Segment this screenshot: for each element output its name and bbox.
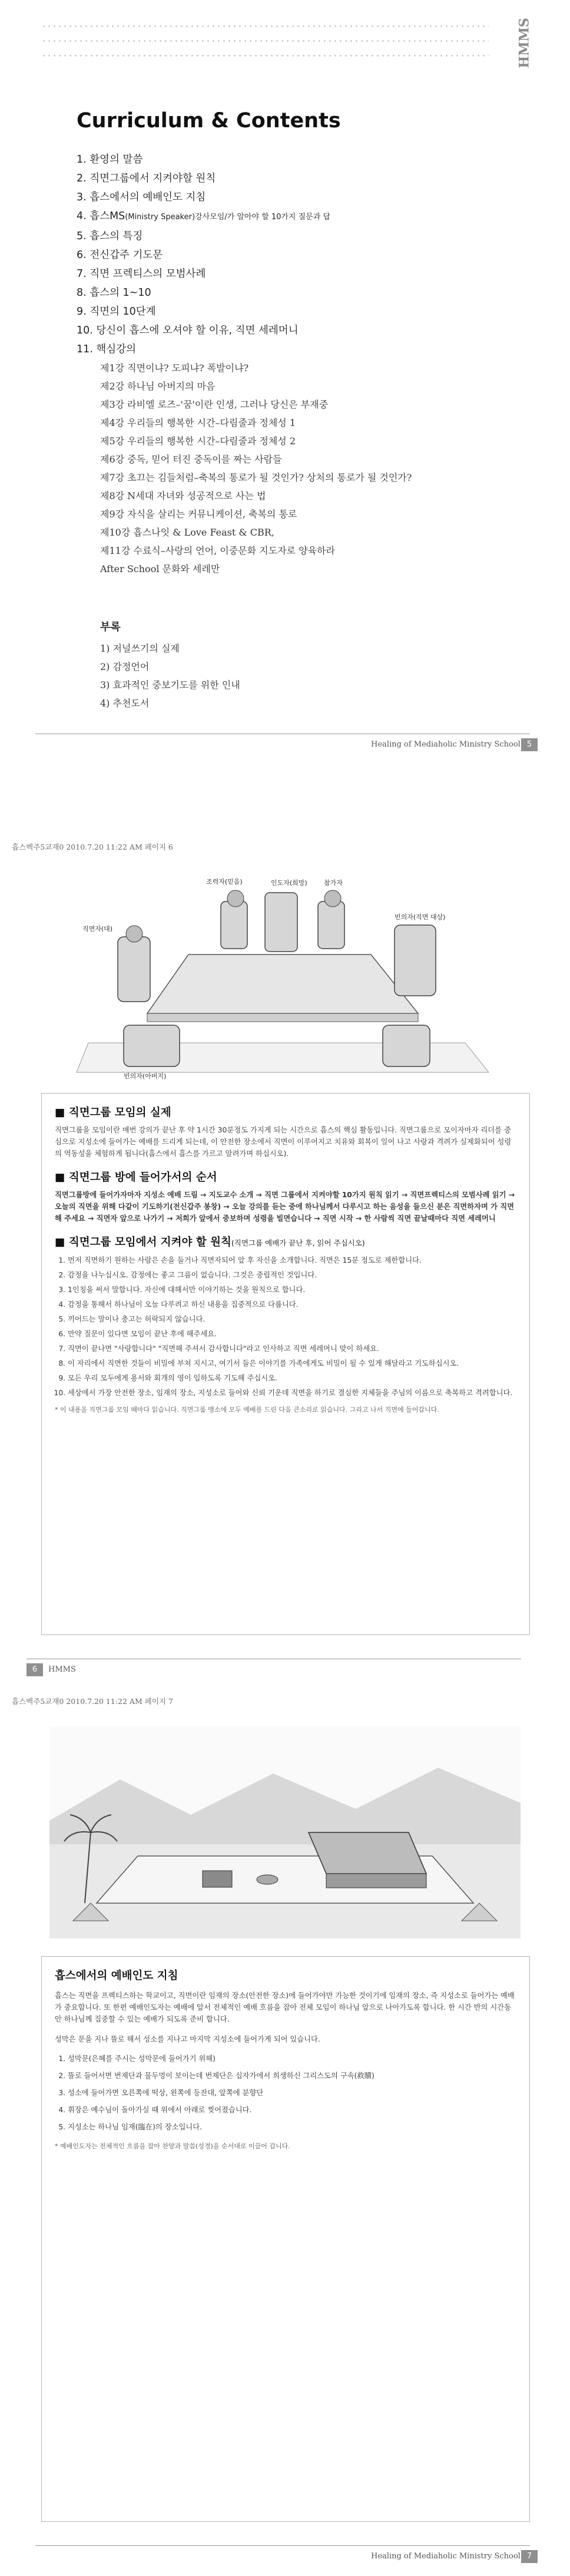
lecture-item[interactable]: 제11강 수료식–사랑의 언어, 이중문화 지도자로 양육하라: [100, 545, 335, 556]
toc-item[interactable]: 6. 전신갑주 기도문: [77, 249, 163, 261]
lecture-item[interactable]: 제9강 자식을 살리는 커뮤니케이션, 축복의 통로: [100, 508, 297, 520]
lecture-item[interactable]: 제3강 라비엘 로즈–'꿈'이란 인생, 그러나 당신은 부재중: [100, 399, 329, 410]
toc-item-suffix: (Ministry Speaker)강사모임/가 알아야 할 10가지 질문과 답: [125, 213, 330, 222]
appendix-item[interactable]: 2) 감정언어: [100, 661, 150, 672]
page-number: 6: [26, 1663, 43, 1676]
print-slug: 흡스벡주5교재0 2010.7.20 11:22 AM 페이지 6: [12, 843, 173, 851]
rule-item: 3. 1인칭을 써서 말합니다. 자신에 대해서만 이야기하는 것을 원칙으로 합니다.: [68, 1284, 516, 1296]
rule-item: 6. 만약 질문이 있다면 모임이 끝난 후에 해주세요.: [68, 1329, 516, 1340]
steps-list: [55, 2053, 516, 2133]
toc-item[interactable]: 5. 흡스의 특징: [77, 230, 143, 242]
group-seating-illustration: [65, 866, 501, 1084]
rule-item: 1. 먼저 직면하기 원하는 사람은 손을 들거나 직면자되어 앞 후 자신을 소개합니다. 직면은 15분 정도로 제한합니다.: [68, 1255, 516, 1266]
rule-item: 2. 감정을 나누십시오. 감정에는 좋고 그름이 없습니다. 그것은 중립적인 것입니다.: [68, 1270, 516, 1281]
box-heading: ■ 직면그룹 모임에서 지켜야 할 원칙(직면그룹 예배가 끝난 후, 읽어 주십시오): [55, 1236, 365, 1249]
decorative-dot-pattern: [41, 24, 489, 31]
rule-item: 9. 모든 우리 모두에게 용서와 회개의 영이 임하도록 기도해 주십시오.: [68, 1373, 516, 1384]
page-7: [0, 1709, 570, 2576]
box-heading: ■ 직면그룹 모임의 실제: [55, 1107, 171, 1119]
label-left-top: 조력자(믿음): [206, 878, 243, 886]
appendix-item[interactable]: 4) 추천도서: [100, 698, 150, 709]
heading-marker-icon: ■: [55, 1171, 69, 1184]
lecture-item[interactable]: 제10강 흡스나잇 & Love Feast & CBR,: [100, 527, 274, 538]
toc-item[interactable]: 3. 흡스에서의 예배인도 지침: [77, 191, 206, 203]
box-paragraph: 흡스는 직면을 프렉티스하는 학교이고, 직면이란 임재의 장소(안전한 장소)에 들어가야만 가능한 것이기에 임재의 장소, 즉 지성소로 들어가는 예배가 중요합니다. 또 한편 예배인도자는 예배에 앞서 전체적인 예배 흐름을 잡아 전체 모임이 하나님 앞으로 나아가도록 합니다. 한 시간 반의 시간동안 하나님께 집중할 수 있는 예배가 되도록 준비 합니다.: [55, 1992, 515, 2023]
hmms-logo: HMMS: [516, 18, 532, 68]
rule-item: 7. 직면이 끝나면 "사랑합니다" "직면해 주셔서 감사합니다"라고 인사하고 직면 세레머니 맞이 하세요.: [68, 1343, 516, 1355]
step-item: 1. 성막문(은혜를 주시는 성막문에 들어가기 위해): [68, 2053, 516, 2065]
rule-item: 4. 감정을 통해서 하나님이 오늘 다루려고 하신 내용을 집중적으로 다룹니다.: [68, 1299, 516, 1310]
appendix-title: 부록: [100, 621, 121, 633]
rules-list: [55, 1255, 516, 1399]
appendix-list: [100, 639, 240, 712]
lecture-item[interactable]: 제8강 N세대 자녀와 성공적으로 사는 법: [100, 490, 266, 501]
toc-item[interactable]: 8. 흡스의 1~10: [77, 287, 151, 299]
print-slug: 흡스벡주5교재0 2010.7.20 11:22 AM 페이지 7: [12, 1697, 173, 1706]
footer-rule: [26, 1659, 521, 1677]
lecture-item[interactable]: 제1강 직면이냐? 도피냐? 폭발이냐?: [100, 362, 249, 374]
page-title: Curriculum & Contents: [77, 109, 341, 133]
lecture-item[interactable]: 제7강 초끄는 김들처럼–축복의 통로가 될 것인가? 상처의 통로가 될 것인가?: [100, 472, 412, 483]
appendix-item[interactable]: 1) 저널쓰기의 실제: [100, 643, 180, 654]
box-footnote: * 예배인도자는 전체적인 흐름을 잡아 찬양과 말씀(성경)을 순서대로 이끌어 갑니다.: [55, 2142, 290, 2150]
heading-marker-icon: ■: [55, 1236, 69, 1249]
toc-list: [77, 150, 412, 578]
step-item: 2. 뜰로 들어서면 번제단과 물두멍이 보이는데 번제단은 십자가에서 희생하신 그리스도의 구속(救贖): [68, 2070, 516, 2082]
decorative-dot-pattern: [41, 53, 489, 60]
heading-marker-icon: ■: [55, 1107, 69, 1119]
toc-item[interactable]: 11. 핵심강의: [77, 344, 137, 355]
page-5: [0, 0, 570, 843]
step-item: 5. 지성소는 하나님 임재(臨在)의 장소입니다.: [68, 2122, 516, 2133]
box-heading-note: (직면그룹 예배가 끝난 후, 읽어 주십시오): [231, 1239, 365, 1247]
lecture-item[interactable]: 제6강 중독, 믿어 터진 중독이를 짜는 사람들: [100, 454, 282, 465]
toc-item-label: 4. 흡스MS: [77, 210, 125, 222]
box-heading: ■ 직면그룹 방에 들어가서의 순서: [55, 1171, 217, 1184]
rule-item: 10. 세상에서 가장 안전한 장소, 임재의 장소, 지성소로 들어와 신뢰 기운데 직면을 하기로 결심한 지체들을 주님의 이름으로 축복하고 격려합니다.: [68, 1388, 516, 1399]
label-center: 인도자(희망): [271, 879, 307, 887]
toc-item[interactable]: 2. 직면그룹에서 지켜야할 원칙: [77, 173, 216, 184]
step-item: 3. 성소에 들어가면 오른쪽에 떡상, 왼쪽에 등잔대, 앞쪽에 분향단: [68, 2088, 516, 2099]
page-number: 5: [521, 738, 538, 751]
page-6: [0, 854, 570, 1703]
label-right: 빈의자(직면 대상): [395, 913, 446, 921]
box-paragraph: 직면그룹을 모임이란 매번 강의가 끝난 후 약 1시간 30분정도 가지게 되는 시간으로 흡스의 핵심 활동입니다. 직면그룹으로 모이자마자 리더를 중심으로 지성소에 들어가는 예배를 드리게 되는데, 이 안전한 장소에서 직면이 이루어지고 치유와 회복이 일어 나고 사랑과 격려가 실제화되어 성령의 역동성을 체험하게 됩니다(흡스에서 흡스를 가르고 알려가며 하십시오).: [55, 1126, 512, 1158]
step-item: 4. 휘장은 예수님이 돌아가실 때 위에서 아래로 찢어졌습니다.: [68, 2105, 516, 2116]
label-bottom: 빈의자(아버지): [124, 1072, 167, 1080]
page-number: 7: [521, 2550, 538, 2563]
lecture-item[interactable]: 제2강 하나님 아버지의 마음: [100, 381, 216, 392]
footer-school-name: Healing of Mediaholic Ministry School: [371, 740, 521, 749]
toc-item[interactable]: 7. 직면 프렉티스의 모범사례: [77, 268, 206, 280]
toc-item[interactable]: [77, 207, 412, 227]
toc-item[interactable]: 10. 당신이 흡스에 오셔야 할 이유, 직면 세레머니: [77, 325, 299, 336]
lecture-item[interactable]: 제4강 우리들의 행복한 시간–다림줄과 정체성 1: [100, 417, 296, 428]
label-right-top: 참가자: [324, 879, 343, 887]
lecture-item[interactable]: 제5강 우리들의 행복한 시간–다림줄과 정체성 2: [100, 435, 296, 447]
appendix-item[interactable]: 3) 효과적인 중보기도를 위한 인내: [100, 679, 240, 691]
worship-guide-box: [41, 1956, 530, 2522]
toc-item[interactable]: 9. 직면의 10단계: [77, 306, 156, 318]
label-left: 직면자(대): [82, 925, 113, 933]
toc-item[interactable]: 1. 환영의 말씀: [77, 154, 143, 166]
decorative-dot-pattern: [41, 38, 489, 45]
footer-school-name: Healing of Mediaholic Ministry School: [371, 2552, 521, 2561]
box-footnote: * 이 내용을 직면그룹 모임 때마다 읽습니다. 직면그룹 맹소에 모두 예배를 드린 다음 큰소리로 읽습니다. 그리고 나서 직면에 들어갑니다.: [55, 1406, 439, 1414]
rule-item: 8. 이 자리에서 직면한 것들이 비밀에 부쳐 지시고, 여기서 들은 이야기를 가족에게도 비밀이 될 수 있게 해달라고 기도하십시오.: [68, 1358, 516, 1369]
rule-item: 5. 끼어드는 말이나 충고는 허락되지 않습니다.: [68, 1314, 516, 1325]
footer-logo-text: HMMS: [48, 1665, 76, 1674]
tabernacle-illustration: [49, 1726, 521, 1938]
lecture-list: [77, 359, 412, 578]
box-heading: 흡스에서의 예배인도 지침: [55, 1970, 178, 1982]
lecture-item[interactable]: After School 문화와 세레만: [100, 563, 220, 574]
group-meeting-box: [41, 1093, 530, 1635]
box-paragraph: 직면그룹방에 들어가자마자 지성소 예배 드림 → 지도교수 소개 → 직면 그룹에서 지켜야할 10가지 원칙 읽기 → 직면프렉티스의 모범사례 읽기 → 오늘의 직면을 위해 다같이 기도하기(전신갑주 봉창) → 오늘 강의를 듣는 중에 하나님께서 다루시고 하는 음성을 들으신 분은 직면하자며 가 직면해 주세요 → 직면자 앞으로 나가기 → 저희가 앞에서 중보하며 성령을 빌면습니다 → 직면 시작 → 한 사람씩 직면 끝날때마다 직면 세레머니: [55, 1191, 515, 1223]
box-paragraph: 성막은 문을 지나 뜰로 해서 성소를 지나고 마지막 지성소에 들어가게 되어 있습니다.: [55, 2035, 320, 2043]
